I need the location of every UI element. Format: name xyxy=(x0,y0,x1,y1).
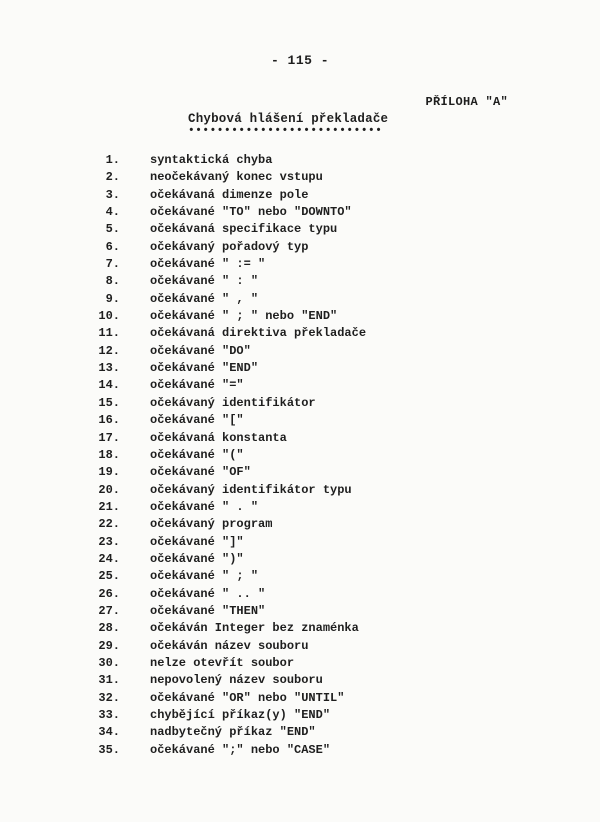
error-item xyxy=(0,672,600,689)
error-number: 13. xyxy=(98,361,120,376)
error-item xyxy=(0,534,600,551)
error-item xyxy=(0,187,600,204)
error-number: 14. xyxy=(98,378,120,393)
error-message: očekávaná direktiva překladače xyxy=(150,326,367,341)
page-number: - 115 - xyxy=(270,53,330,68)
error-item xyxy=(0,221,600,238)
error-message: očekávaný program xyxy=(150,517,273,532)
error-item xyxy=(0,412,600,429)
error-number: 1. xyxy=(105,153,120,167)
error-number: 26. xyxy=(98,586,120,601)
title-dotted-underline: ••••••••••••••••••••••••••• xyxy=(188,125,383,137)
error-number: 32. xyxy=(98,690,120,705)
error-item xyxy=(0,447,600,464)
error-number: 30. xyxy=(98,655,120,670)
error-item xyxy=(0,152,600,169)
error-item xyxy=(0,707,600,724)
error-message: očekávané ")" xyxy=(150,551,244,566)
error-item xyxy=(0,482,600,499)
error-message: očekáván název souboru xyxy=(150,638,309,653)
error-message-list xyxy=(0,152,600,759)
error-message: očekávané "DO" xyxy=(150,343,251,358)
error-number: 11. xyxy=(98,326,120,341)
error-item xyxy=(0,395,600,412)
error-item xyxy=(0,430,600,447)
error-number: 34. xyxy=(98,725,120,740)
error-item xyxy=(0,620,600,637)
error-message: očekávané " ; " nebo "END" xyxy=(150,309,338,324)
error-number: 22. xyxy=(98,517,120,532)
error-item xyxy=(0,742,600,759)
error-number: 7. xyxy=(105,257,120,272)
error-item xyxy=(0,291,600,308)
error-number: 24. xyxy=(98,551,120,566)
error-message: očekávaný pořadový typ xyxy=(150,239,309,254)
error-item xyxy=(0,655,600,672)
error-number: 20. xyxy=(98,482,120,497)
error-number: 33. xyxy=(98,708,120,722)
error-number: 5. xyxy=(105,222,120,237)
error-number: 15. xyxy=(98,395,120,410)
error-number: 4. xyxy=(105,205,120,220)
error-item xyxy=(0,516,600,533)
error-message: nadbytečný příkaz "END" xyxy=(150,725,316,740)
error-message: nepovolený název souboru xyxy=(150,673,323,688)
error-message: očekávané " , " xyxy=(150,291,259,306)
error-number: 29. xyxy=(98,638,120,653)
error-message: očekávaný identifikátor xyxy=(150,395,316,410)
error-message: očekávané "]" xyxy=(150,534,244,549)
error-message: očekávané "THEN" xyxy=(150,603,266,618)
error-item xyxy=(0,638,600,655)
error-item xyxy=(0,343,600,360)
error-number: 12. xyxy=(98,343,120,358)
error-item xyxy=(0,690,600,707)
error-number: 23. xyxy=(98,534,120,549)
error-message: očekávané "(" xyxy=(150,447,244,462)
error-item xyxy=(0,325,600,342)
error-number: 35. xyxy=(98,742,120,757)
error-number: 17. xyxy=(98,430,120,445)
error-number: 16. xyxy=(98,413,120,428)
error-message: očekávané "OF" xyxy=(150,465,251,480)
error-message: očekávané " ; " xyxy=(150,569,259,584)
error-message: očekávaná dimenze pole xyxy=(150,187,309,202)
error-item xyxy=(0,724,600,741)
error-item xyxy=(0,603,600,620)
error-message: chybějící příkaz(y) "END" xyxy=(150,708,331,722)
error-message: očekávaná konstanta xyxy=(150,430,287,445)
error-item xyxy=(0,377,600,394)
error-item xyxy=(0,239,600,256)
error-number: 6. xyxy=(105,239,120,254)
error-message: očekávané "OR" nebo "UNTIL" xyxy=(150,690,345,705)
page-title: Chybová hlášení překladače xyxy=(188,112,389,126)
error-number: 25. xyxy=(98,569,120,584)
error-number: 28. xyxy=(98,621,120,636)
error-number: 21. xyxy=(98,499,120,514)
error-number: 31. xyxy=(98,673,120,688)
error-number: 2. xyxy=(105,170,120,185)
error-item xyxy=(0,360,600,377)
error-item xyxy=(0,273,600,290)
error-number: 19. xyxy=(98,465,120,480)
error-number: 3. xyxy=(105,187,120,202)
error-message: očekávané " : " xyxy=(150,274,259,289)
error-item xyxy=(0,204,600,221)
error-message: očekávané " . " xyxy=(150,499,259,514)
error-message: očekávaný identifikátor typu xyxy=(150,482,352,497)
appendix-label: PŘÍLOHA "A" xyxy=(425,95,508,109)
error-number: 18. xyxy=(98,447,120,462)
error-number: 27. xyxy=(98,603,120,618)
error-item xyxy=(0,308,600,325)
error-message: neočekávaný konec vstupu xyxy=(150,170,323,185)
error-message: očekávané "[" xyxy=(150,413,244,428)
error-message: nelze otevřít soubor xyxy=(150,655,295,670)
error-item xyxy=(0,169,600,186)
error-message: očekávané "END" xyxy=(150,361,259,376)
error-item xyxy=(0,256,600,273)
error-item xyxy=(0,586,600,603)
error-message: syntaktická chyba xyxy=(150,153,273,167)
error-item xyxy=(0,551,600,568)
error-message: očekávané "TO" nebo "DOWNTO" xyxy=(150,205,352,220)
error-message: očekávané " := " xyxy=(150,257,266,272)
error-number: 10. xyxy=(98,309,120,324)
error-message: očekáván Integer bez znaménka xyxy=(150,621,359,636)
error-number: 8. xyxy=(105,274,120,289)
error-message: očekávané ";" nebo "CASE" xyxy=(150,742,331,757)
error-item xyxy=(0,464,600,481)
error-item xyxy=(0,568,600,585)
error-message: očekávané "=" xyxy=(150,378,244,393)
error-item xyxy=(0,499,600,516)
error-message: očekávaná specifikace typu xyxy=(150,222,338,237)
error-number: 9. xyxy=(105,291,120,306)
error-message: očekávané " .. " xyxy=(150,586,266,601)
